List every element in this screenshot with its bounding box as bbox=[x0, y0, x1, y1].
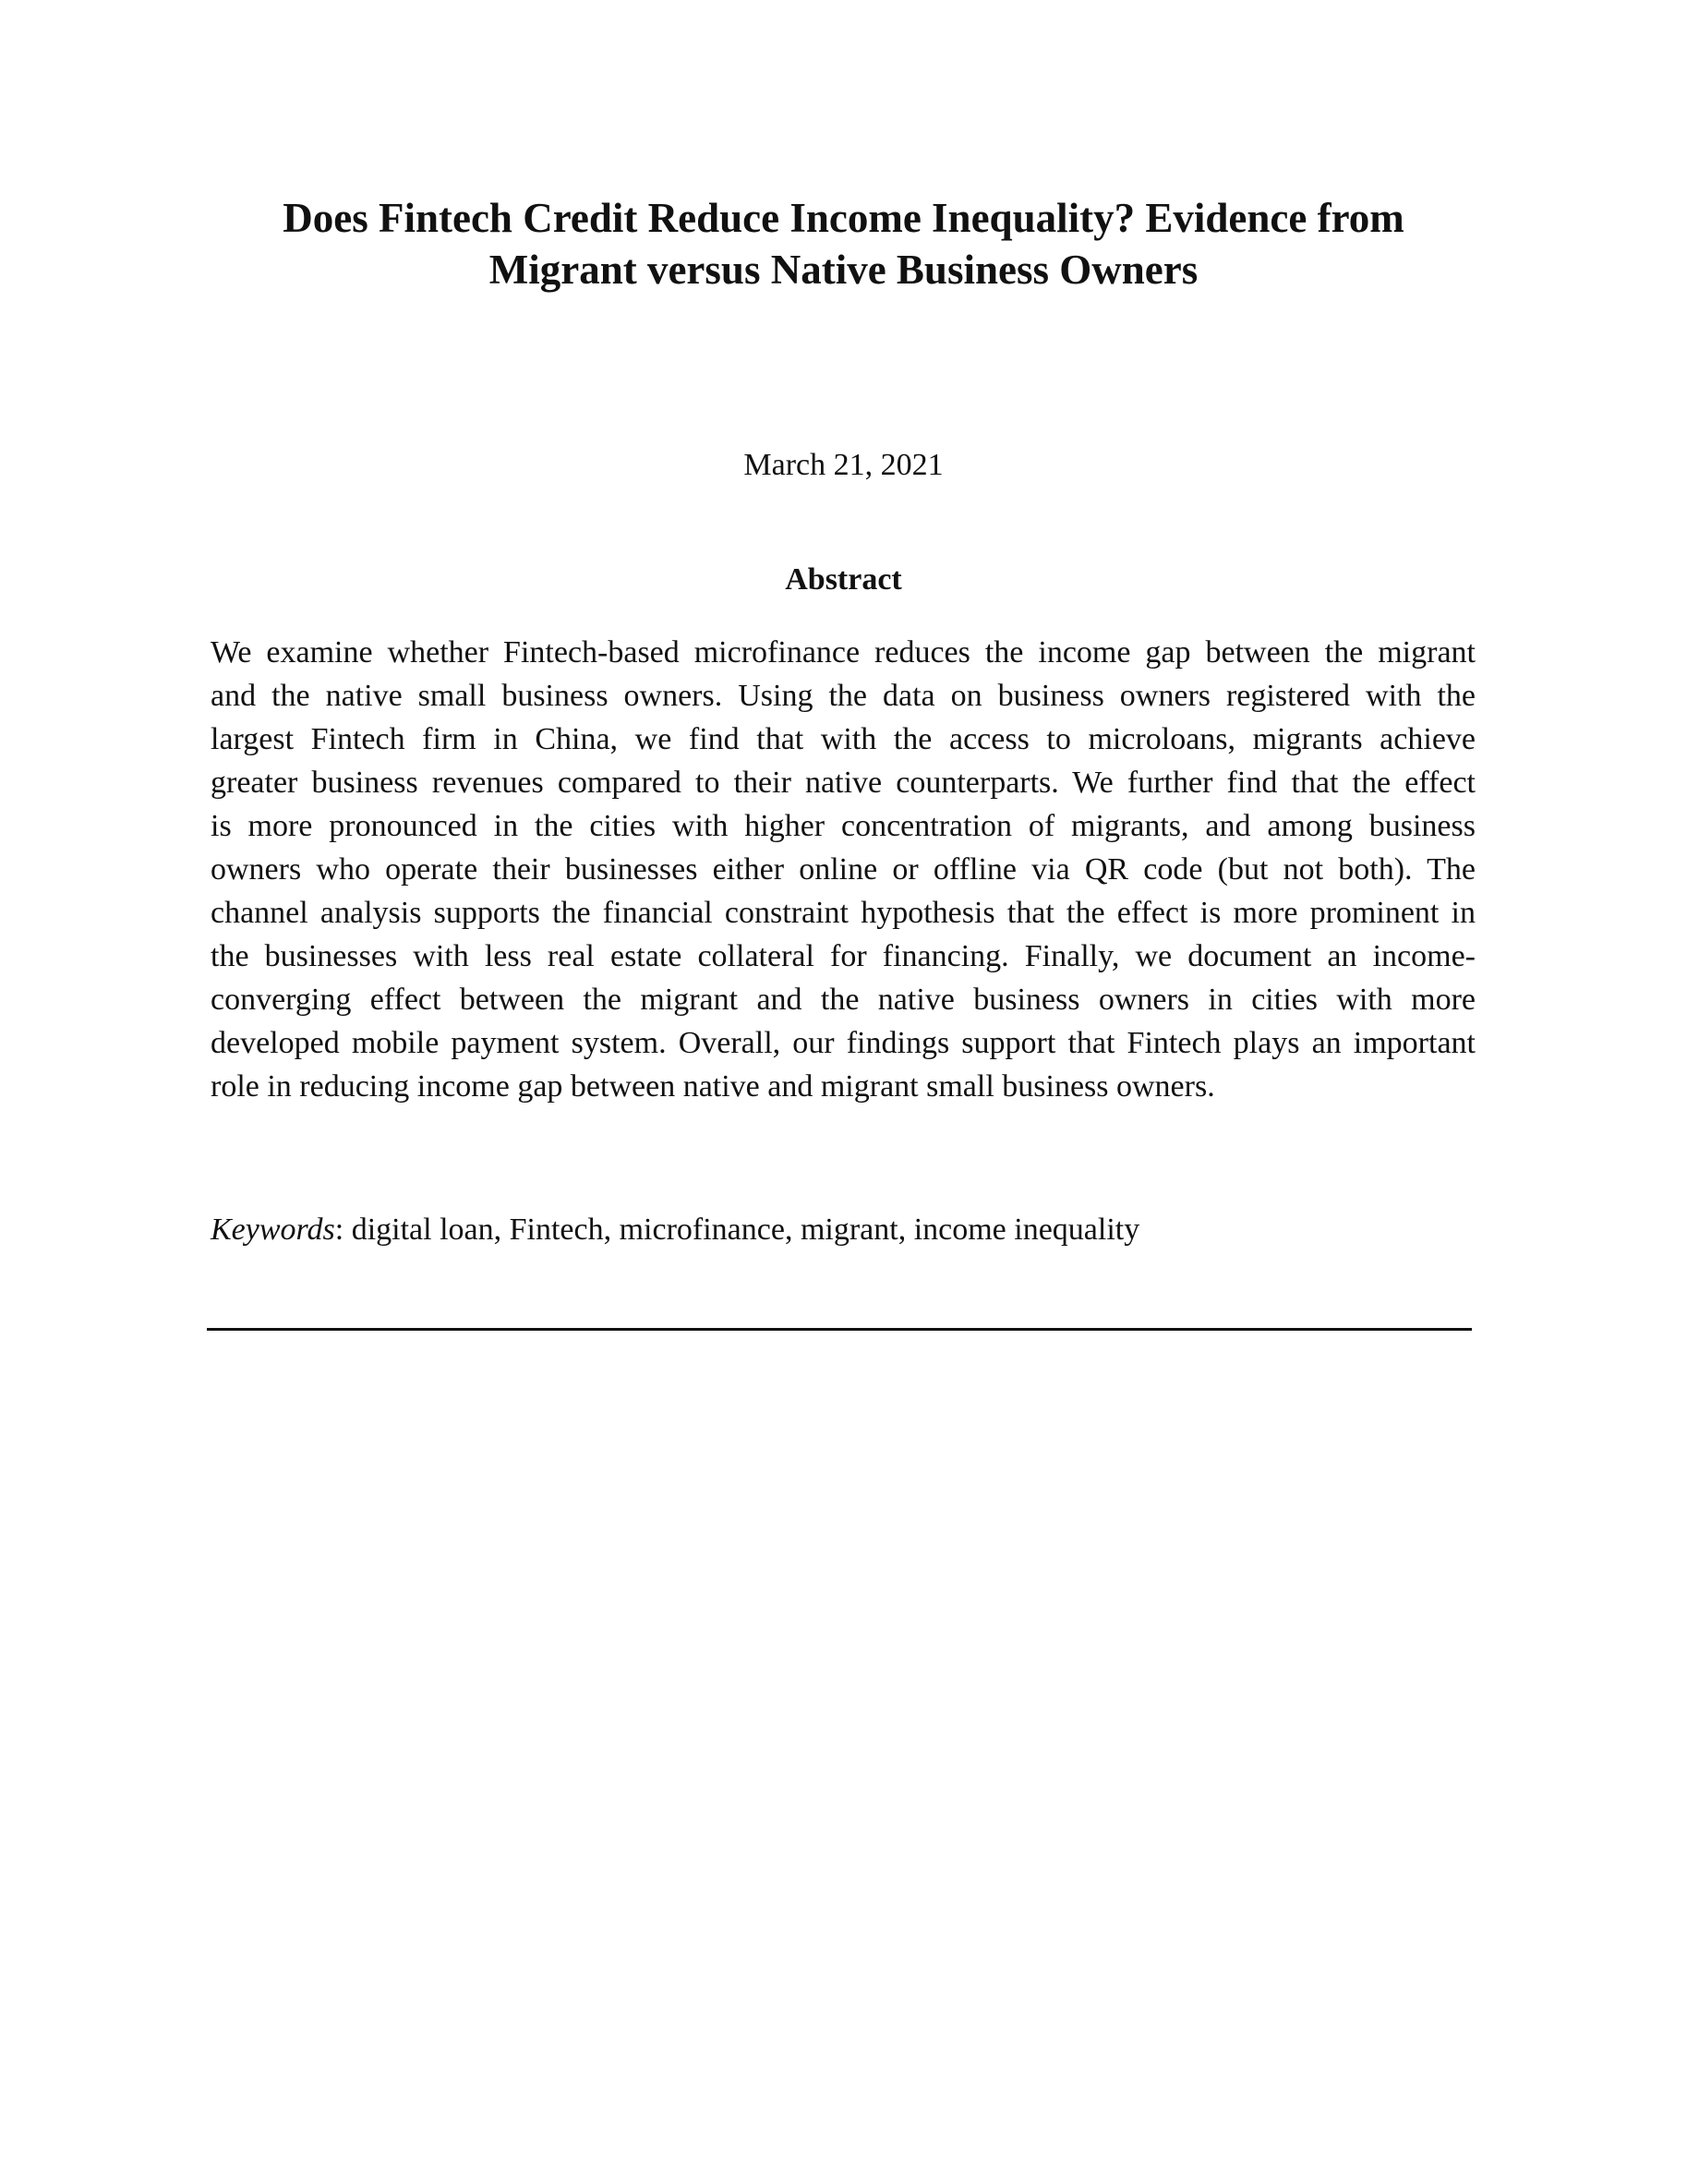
abstract-line: and the native small business owners. Using the data on business owners registered with the bbox=[211, 679, 1476, 713]
abstract-line: developed mobile payment system. Overall, our findings support that Fintech plays an important bbox=[211, 1026, 1476, 1060]
abstract-body bbox=[211, 631, 1476, 1108]
keywords-label: Keywords bbox=[211, 1213, 335, 1247]
paper-title bbox=[212, 192, 1475, 296]
abstract-line: owners who operate their businesses either online or offline via QR code (but not both). The bbox=[211, 852, 1476, 887]
title-line: Does Fintech Credit Reduce Income Inequality? Evidence from bbox=[283, 195, 1404, 241]
abstract-line: We examine whether Fintech-based microfinance reduces the income gap between the migrant bbox=[211, 635, 1476, 670]
abstract-line: converging effect between the migrant and the native business owners in cities with more bbox=[211, 983, 1476, 1017]
abstract-heading: Abstract bbox=[785, 562, 902, 597]
abstract-line: largest Fintech firm in China, we find that with the access to microloans, migrants achieve bbox=[211, 722, 1476, 756]
title-line: Migrant versus Native Business Owners bbox=[488, 247, 1199, 293]
abstract-line: channel analysis supports the financial constraint hypothesis that the effect is more prominent in bbox=[211, 896, 1476, 930]
abstract-line: is more pronounced in the cities with higher concentration of migrants, and among business bbox=[211, 809, 1476, 843]
abstract-line: role in reducing income gap between native and migrant small business owners. bbox=[211, 1069, 1215, 1104]
paper-date: March 21, 2021 bbox=[743, 448, 944, 482]
abstract-line: greater business revenues compared to their native counterparts. We further find that the effect bbox=[211, 766, 1476, 800]
keywords-separator: : bbox=[334, 1213, 352, 1247]
footnote-divider bbox=[207, 1328, 1472, 1331]
keywords bbox=[211, 1208, 1139, 1251]
keywords-text: digital loan, Fintech, microfinance, migrant, income inequality bbox=[351, 1213, 1140, 1247]
abstract-line: the businesses with less real estate collateral for financing. Finally, we document an income- bbox=[211, 939, 1476, 973]
